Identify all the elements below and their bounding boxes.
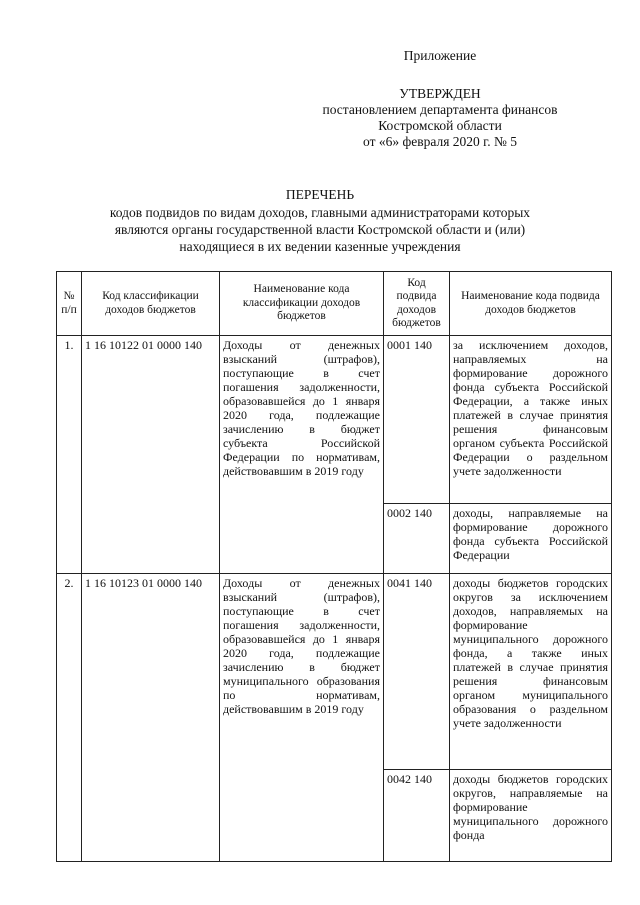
codes-table bbox=[56, 271, 612, 862]
table-header-row bbox=[57, 272, 612, 336]
header-subcode: Код подвида доходов бюджетов bbox=[384, 272, 450, 336]
subrow-code: 0002 140 bbox=[384, 504, 450, 574]
list-subtitle-1: кодов подвидов по видам доходов, главными администраторами которых bbox=[109, 205, 531, 220]
header-num: № п/п bbox=[57, 272, 82, 336]
subrow-code: 0042 140 bbox=[384, 770, 450, 862]
header-subname: Наименование кода подвида доходов бюджетов bbox=[450, 272, 612, 336]
subrow-name: доходы бюджетов городских округов, направляемые на формирование муниципального дорожного фонда bbox=[450, 770, 612, 862]
subrow-name: доходы, направляемые на формирование дорожного фонда субъекта Российской Федерации bbox=[450, 504, 612, 574]
approval-line-1: постановлением департамента финансов bbox=[322, 102, 558, 117]
approved-label: УТВЕРЖДЕН bbox=[399, 86, 481, 101]
row-name: Доходы от денежных взысканий (штрафов), поступающие в счет погашения задолженности, образовавшейся до 1 января 2020 года, подлежащие зачислению в бюджет субъекта Российской Федерации по нормативам, действовавшим в 2019 году bbox=[220, 336, 384, 574]
subrow-name: доходы бюджетов городских округов за исключением доходов, направляемых на формирование муниципального дорожного фонда, а также иных платежей в случае принятия решения финансовым органом муниципального образования о раздельном учете задолженности bbox=[450, 574, 612, 770]
row-name: Доходы от денежных взысканий (штрафов), поступающие в счет погашения задолженности, образовавшейся до 1 января 2020 года, подлежащие зачислению в бюджет муниципального образования по нормативам, действовавшим в 2019 году bbox=[220, 574, 384, 862]
list-heading: ПЕРЕЧЕНЬ bbox=[285, 187, 355, 202]
approval-line-2: Костромской области bbox=[378, 118, 502, 133]
subrow-code: 0041 140 bbox=[384, 574, 450, 770]
appendix-label: Приложение bbox=[403, 48, 477, 63]
list-subtitle-3: находящиеся в их ведении казенные учреждения bbox=[179, 239, 461, 254]
approval-date-line: от «6» февраля 2020 г. № 5 bbox=[363, 134, 517, 149]
row-num: 2. bbox=[57, 574, 82, 862]
subrow-name: за исключением доходов, направляемых на формирование дорожного фонда субъекта Российской Федерации, а также иных платежей в случае принятия решения финансовым органом субъекта Российской Федерации о раздельном учете задолженности bbox=[450, 336, 612, 504]
subrow-code: 0001 140 bbox=[384, 336, 450, 504]
header-name: Наименование кода классификации доходов бюджетов bbox=[220, 272, 384, 336]
table-row bbox=[57, 336, 612, 504]
row-code: 1 16 10122 01 0000 140 bbox=[82, 336, 220, 574]
header-code: Код классификации доходов бюджетов bbox=[82, 272, 220, 336]
table-row bbox=[57, 574, 612, 770]
row-num: 1. bbox=[57, 336, 82, 574]
list-subtitle-2: являются органы государственной власти Костромской области и (или) bbox=[114, 222, 526, 237]
row-code: 1 16 10123 01 0000 140 bbox=[82, 574, 220, 862]
